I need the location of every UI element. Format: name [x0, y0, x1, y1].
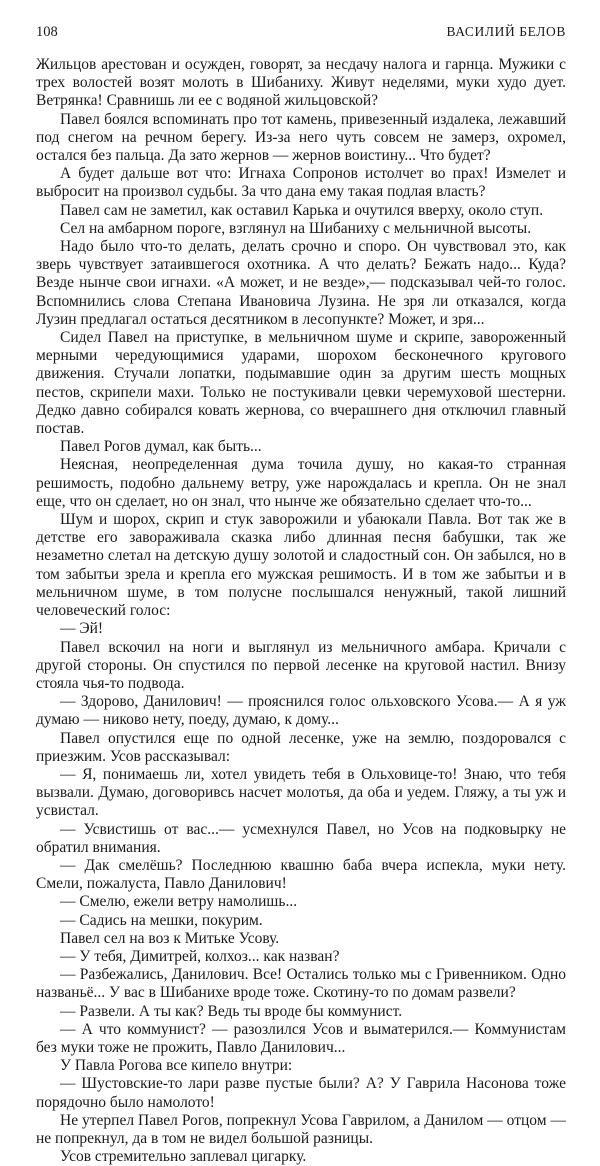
- paragraph: — Усвистишь от вас...— усмехнулся Павел, но Усов на подковырку не обратил внимания.: [36, 820, 566, 856]
- paragraph: Надо было что-то делать, делать срочно и споро. Он чувствовал это, как зверь чувствует затаившегося охотника. А что делать? Бежать надо... Куда? Везде нынче свои игнахи. «А может, и не везде»,— подсказывал чей-то голос. Вспомнились слова Степана Ивановича Лузина. Не зря ли отказался, когда Лузин предлагал остаться десятником в лесопункте? Может, и зря...: [36, 238, 566, 328]
- paragraph: Павел опустился еще по одной лесенке, уже на землю, поздоровался с приезжим. Усов рассказывал:: [36, 729, 566, 765]
- paragraph: — Дак смелёшь? Последнюю квашню баба вчера испекла, муки нету. Смели, пожалуста, Павло Данилович!: [36, 856, 566, 893]
- paragraph: Павел сам не заметил, как оставил Карька и очутился вверху, около ступ.: [60, 201, 544, 219]
- body-text: [36, 56, 566, 1166]
- paragraph: — Я, понимаешь ли, хотел увидеть тебя в Ольховице-то! Знаю, что тебя вызвали. Думаю, договоривсь насчет молотья, да оба и уедем. Гляжу, а ты уж и усвистал.: [36, 765, 566, 820]
- paragraph: — Разбежались, Данилович. Все! Остались только мы с Гривенником. Одно названьё... У вас в Шибанихе вроде тоже. Скотину-то по домам развели?: [36, 966, 566, 1002]
- book-page: [36, 24, 566, 1166]
- paragraph: — Смелю, ежели ветру намолишь...: [60, 893, 298, 911]
- paragraph: — А что коммунист? — разозлился Усов и выматерился.— Коммунистам без муки тоже не прожить, Павло Данилович...: [36, 1020, 566, 1056]
- paragraph: — Эй!: [60, 620, 104, 638]
- page-number: 108: [36, 24, 58, 40]
- paragraph: — Развели. А ты как? Ведь ты вроде бы коммунист.: [60, 1002, 403, 1020]
- paragraph: — Садись на мешки, покурим.: [60, 911, 263, 929]
- paragraph: А будет дальше вот что: Игнаха Сопронов истолчет во прах! Измелет и выбросит на произвол судьбы. За что дана ему такая подлая власть?: [36, 165, 566, 201]
- page-header: [36, 24, 566, 44]
- paragraph: Усов стремительно заплевал цигарку.: [60, 1148, 307, 1166]
- paragraph: Не утерпел Павел Рогов, попрекнул Усова Гаврилом, а Данилом — отцом — не попрекнул, да в том не видел большой разницы.: [36, 1111, 566, 1147]
- paragraph: Сел на амбарном пороге, взглянул на Шибаниху с мельничной высоты.: [60, 219, 532, 237]
- running-head: ВАСИЛИЙ БЕЛОВ: [446, 24, 566, 39]
- paragraph: Павел боялся вспоминать про тот камень, привезенный издалека, лежавший под снегом на речном берегу. Из-за него чуть совсем не замерз, охромел, остался без пальца. Да зато жернов — жернов воистину... Что будет?: [36, 110, 566, 165]
- paragraph: Неясная, неопределенная дума точила душу, но какая-то странная решимость, подобно дальнему ветру, уже нарождалась и крепла. Он не знал еще, что он сделает, но он знал, что нынче же обязательно сделает что-то...: [36, 456, 566, 510]
- paragraph: Павел Рогов думал, как быть...: [60, 438, 262, 456]
- paragraph: У Павла Рогова все кипело внутри:: [60, 1057, 293, 1075]
- paragraph: — Здорово, Данилович! — прояснился голос ольховского Усова.— А я уж думаю — никово нету, поеду, думаю, к дому...: [36, 693, 566, 729]
- paragraph: Павел сел на воз к Митьке Усову.: [60, 929, 280, 947]
- paragraph: Жильцов арестован и осужден, говорят, за несдачу налога и гарнца. Мужики с трех волостей возят молоть в Шибаниху. Живут неделями, муки худо дует. Ветрянка! Сравнишь ли ее с водяной жильцовской?: [36, 56, 566, 110]
- paragraph: Шум и шорох, скрип и стук заворожили и убаюкали Павла. Вот так же в детстве его завораживала сказка либо длинная песня бабушки, так же незаметно слетал на детскую душу золотой и сладостный сон. Он забылся, но в том забытьи зрела и крепла его мужская решимость. И в том же забытьи и в мельничном шуме, в том полусне послышался ненужный, такой лишний человеческий голос:: [36, 511, 566, 620]
- paragraph: Сидел Павел на приступке, в мельничном шуме и скрипе, завороженный мерными чередующимися ударами, шорохом бесконечного кругового движения. Стучали лопатки, подымавшие один за другим шесть мощных пестов, скрипели махи. Только не постукивали цевки черемуховой шестерни. Дедко давно собирался ковать жернова, со вчерашнего дня отключил главный постав.: [36, 329, 566, 438]
- paragraph: — У тебя, Димитрей, колхоз... как назван?: [60, 947, 340, 965]
- paragraph: Павел вскочил на ноги и выглянул из мельничного амбара. Кричали с другой стороны. Он спустился по первой лесенке на круговой настил. Внизу стояла чья-то подвода.: [36, 638, 566, 692]
- paragraph: — Шустовские-то лари разве пустые были? А? У Гаврила Насонова тоже порядочно было намолото!: [36, 1075, 566, 1111]
